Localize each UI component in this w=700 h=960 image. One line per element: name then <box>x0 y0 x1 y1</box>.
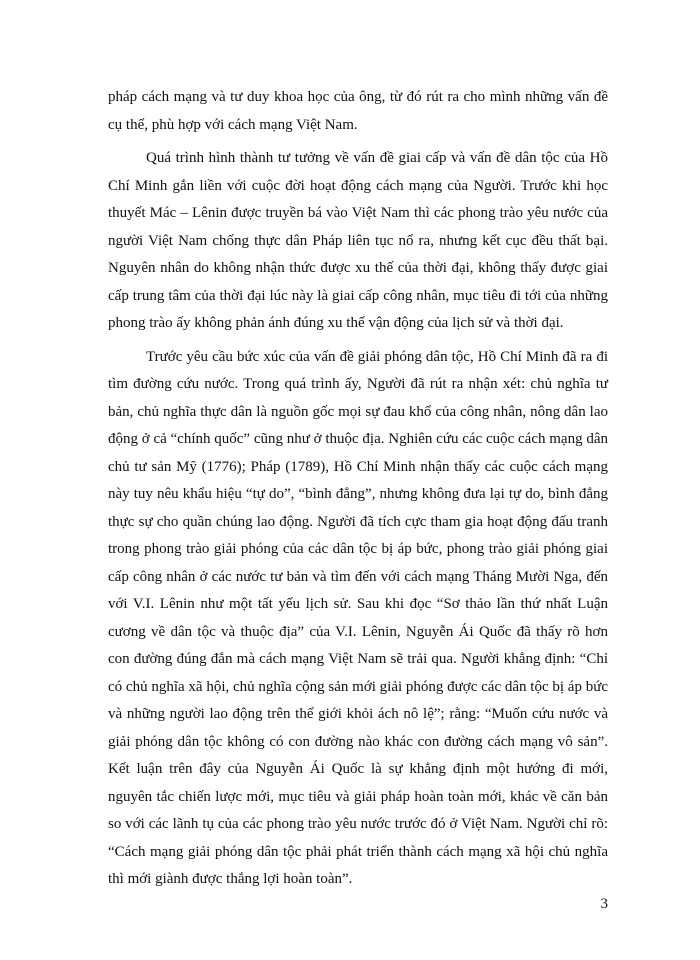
page-number: 3 <box>600 896 608 912</box>
paragraph-national-liberation: Trước yêu cầu bức xúc của vấn đề giải phóng dân tộc, Hồ Chí Minh đã ra đi tìm đường cứu nước. Trong quá trình ấy, Người đã rút ra nhận xét: chủ nghĩa tư bản, chủ nghĩa thực dân là nguồn gốc mọi sự đau khổ của công nhân, nông dân lao động ở cả “chính quốc” cũng như ở thuộc địa. Nghiên cứu các cuộc cách mạng dân chủ tư sản Mỹ (1776); Pháp (1789), Hồ Chí Minh nhận thấy các cuộc cách mạng này tuy nêu khẩu hiệu “tự do”, “bình đẳng”, nhưng không đưa lại tự do, bình đẳng thực sự cho quần chúng lao động. Người đã tích cực tham gia hoạt động đấu tranh trong phong trào giải phóng của các dân tộc bị áp bức, phong trào giải phóng giai cấp công nhân ở các nước tư bản và tìm đến với cách mạng Tháng Mười Nga, đến với V.I. Lênin như một tất yếu lịch sử. Sau khi đọc “Sơ thảo lần thứ nhất Luận cương về dân tộc và thuộc địa” của V.I. Lênin, Nguyễn Ái Quốc đã thấy rõ hơn con đường đúng đắn mà cách mạng Việt Nam sẽ trải qua. Người khẳng định: “Chỉ có chủ nghĩa xã hội, chủ nghĩa cộng sản mới giải phóng được các dân tộc bị áp bức và những người lao động trên thế giới khỏi ách nô lệ”; rằng: “Muốn cứu nước và giải phóng dân tộc không có con đường nào khác con đường cách mạng vô sản”. Kết luận trên đây của Nguyễn Ái Quốc là sự khẳng định một hướng đi mới, nguyên tắc chiến lược mới, mục tiêu và giải pháp hoàn toàn mới, khác về căn bản so với các lãnh tụ của các phong trào yêu nước trước đó ở Việt Nam. Người chỉ rõ: “Cách mạng giải phóng dân tộc phải phát triển thành cách mạng xã hội chủ nghĩa thì mới giành được thắng lợi hoàn toàn”. <box>108 348 608 887</box>
document-body <box>108 84 608 900</box>
paragraph-ideology-formation: Quá trình hình thành tư tưởng về vấn đề giai cấp và vấn đề dân tộc của Hồ Chí Minh gắn liền với cuộc đời hoạt động cách mạng của Người. Trước khi học thuyết Mác – Lênin được truyền bá vào Việt Nam thì các phong trào yêu nước của người Việt Nam chống thực dân Pháp liên tục nổ ra, nhưng kết cục đều thất bại. Nguyên nhân do không nhận thức được xu thế của thời đại, không thấy được giai cấp trung tâm của thời đại lúc này là giai cấp công nhân, mục tiêu đi tới của những phong trào ấy không phản ánh đúng xu thế vận động của lịch sử và thời đại. <box>108 150 608 331</box>
paragraph-continuation: pháp cách mạng và tư duy khoa học của ông, từ đó rút ra cho mình những vấn đề cụ thể, phù hợp với cách mạng Việt Nam. <box>108 89 608 133</box>
